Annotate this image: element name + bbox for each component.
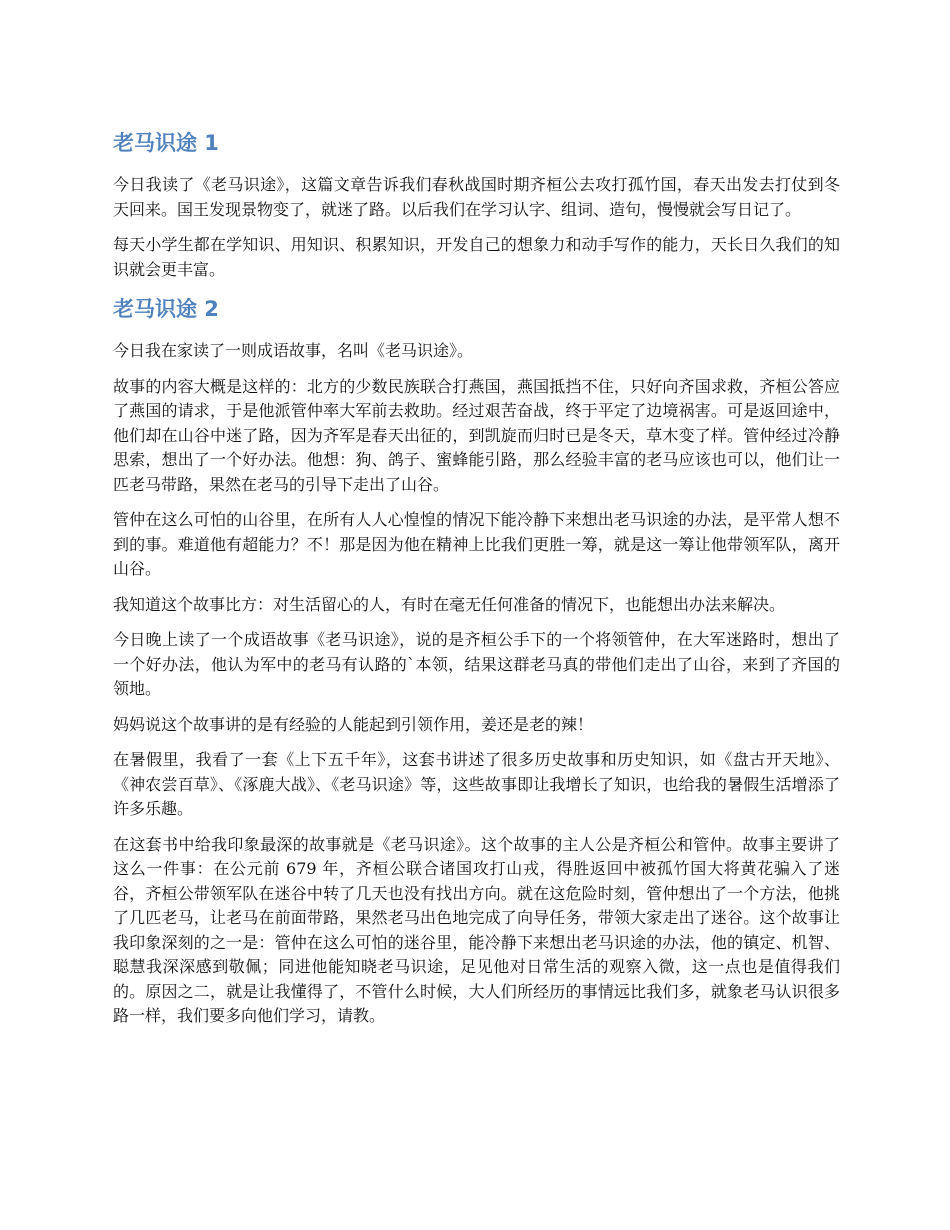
paragraph: 每天小学生都在学知识、用知识、积累知识，开发自己的想象力和动手写作的能力，天长日久我们的知识就会更丰富。 [113, 235, 840, 279]
paragraph: 故事的内容大概是这样的：北方的少数民族联合打燕国，燕国抵挡不住，只好向齐国求救，齐桓公答应了燕国的请求，于是他派管仲率大军前去救助。经过艰苦奋战，终于平定了边境祸害。可是返回途中，他们却在山谷中迷了路，因为齐军是春天出征的，到凯旋而归时已是冬天，草木变了样。管仲经过冷静思索，想出了一个好办法。他想：狗、鸽子、蜜蜂能引路，那么经验丰富的老马应该也可以，他们让一匹老马带路，果然在老马的引导下走出了山谷。 [113, 376, 840, 494]
document-page [113, 127, 840, 1040]
section-1 [113, 127, 840, 282]
paragraph: 今日晚上读了一个成语故事《老马识途》，说的是齐桓公手下的一个将领管仲，在大军迷路时，想出了一个好办法，他认为军中的老马有认路的`本领，结果这群老马真的带他们走出了山谷，来到了齐国的领地。 [113, 630, 840, 698]
paragraph: 在暑假里，我看了一套《上下五千年》，这套书讲述了很多历史故事和历史知识，如《盘古开天地》、《神农尝百草》、《涿鹿大战》、《老马识途》等，这些故事即让我增长了知识，也给我的暑假生活增添了许多乐趣。 [113, 750, 840, 818]
paragraph: 在这套书中给我印象最深的故事就是《老马识途》。这个故事的主人公是齐桓公和管仲。故事主要讲了这么一件事：在公元前 679 年，齐桓公联合诸国攻打山戎，得胜返回中被孤竹国大将黄花骗入了迷谷，齐桓公带领军队在迷谷中转了几天也没有找出方向。就在这危险时刻，管仲想出了一个方法，他挑了几匹老马，让老马在前面带路，果然老马出色地完成了向导任务，带领大家走出了迷谷。这个故事让我印象深刻的之一是：管仲在这么可怕的迷谷里，能冷静下来想出老马识途的办法，他的镇定、机智、聪慧我深深感到敬佩；同进他能知晓老马识途，足见他对日常生活的观察入微，这一点也是值得我们的。原因之二，就是让我懂得了，不管什么时候，大人们所经历的事情远比我们多，就象老马认识很多路一样，我们要多向他们学习，请教。 [113, 834, 840, 1025]
paragraph: 今日我在家读了一则成语故事，名叫《老马识途》。 [113, 341, 474, 360]
section-2 [113, 293, 840, 1029]
paragraph: 今日我读了《老马识途》，这篇文章告诉我们春秋战国时期齐桓公去攻打孤竹国，春天出发去打仗到冬天回来。国王发现景物变了，就迷了路。以后我们在学习认字、组词、造句，慢慢就会写日记了。 [113, 175, 840, 219]
paragraph: 管仲在这么可怕的山谷里，在所有人人心惶惶的情况下能冷静下来想出老马识途的办法，是平常人想不到的事。难道他有超能力？不！那是因为他在精神上比我们更胜一筹，就是这一筹让他带领军队，离开山谷。 [113, 510, 840, 578]
paragraph: 我知道这个故事比方：对生活留心的人，有时在毫无任何准备的情况下，也能想出办法来解决。 [113, 594, 786, 614]
section-heading: 老马识途 1 [113, 131, 219, 155]
paragraph: 妈妈说这个故事讲的是有经验的人能起到引领作用，姜还是老的辣！ [113, 714, 594, 734]
section-heading: 老马识途 2 [113, 297, 219, 321]
